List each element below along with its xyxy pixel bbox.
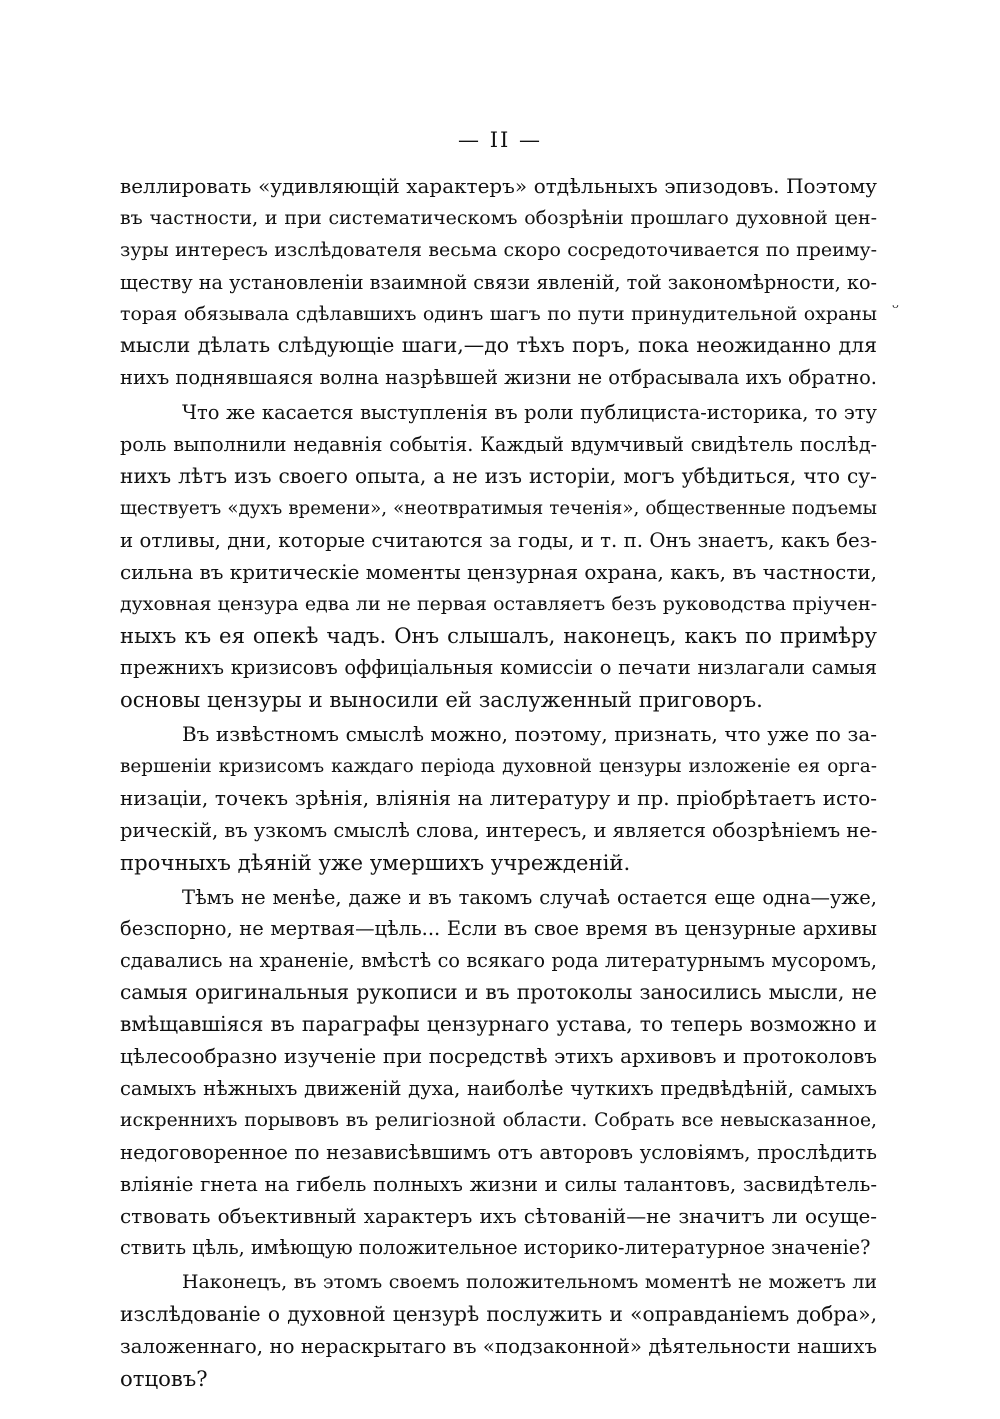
text-line: прежнихъ кризисовъ оффиціальныя комиссіи о печати низлагали самыя bbox=[120, 656, 877, 680]
text-line: Наконецъ, въ этомъ своемъ положительномъ моментѣ не можетъ ли bbox=[182, 1271, 877, 1294]
text-line: ществуетъ «духъ времени», «неотвратимыя теченія», общественные подъемы bbox=[120, 497, 877, 519]
text-line: отцовъ? bbox=[120, 1365, 208, 1391]
text-line: рическій, въ узкомъ смыслѣ слова, интересъ, и является обозрѣніемъ не- bbox=[120, 818, 878, 842]
text-line: ствовать объективный характеръ ихъ сѣтованій—не значитъ ли осуще- bbox=[120, 1203, 877, 1228]
text-line: ныхъ къ ея опекѣ чадъ. Онъ слышалъ, наконецъ, какъ по примѣру bbox=[120, 623, 877, 649]
margin-pencil-mark: ᵕ bbox=[892, 298, 899, 319]
text-line: вершеніи кризисомъ каждаго періода духовной цензуры изложеніе ея орга- bbox=[120, 756, 877, 778]
body-text bbox=[120, 171, 877, 1395]
text-line: мысли дѣлать слѣдующіе шаги,—до тѣхъ поръ, пока неожиданно для bbox=[120, 333, 877, 358]
text-line: вліяніе гнета на гибель полныхъ жизни и силы талантовъ, засвидѣтель- bbox=[120, 1172, 877, 1196]
text-line: зуры интересъ изслѣдователя весьма скоро сосредоточивается по преиму- bbox=[120, 238, 877, 261]
text-line: нихъ поднявшаяся волна назрѣвшей жизни не отбрасывала ихъ обратно. bbox=[120, 366, 877, 390]
text-line: ствить цѣль, имѣющую положительное историко-литературное значеніе? bbox=[120, 1236, 871, 1260]
text-line: искреннихъ порывовъ въ религіозной области. Собрать все невысказанное, bbox=[120, 1109, 877, 1131]
paragraph bbox=[120, 719, 877, 878]
text-line: сдавались на храненіе, вмѣстѣ со всякаго рода литературнымъ мусоромъ, bbox=[120, 949, 877, 973]
text-line: заложеннаго, но нераскрытаго въ «подзаконной» дѣятельности нашихъ bbox=[120, 1335, 877, 1359]
paragraph bbox=[120, 882, 877, 1265]
text-line: основы цензуры и выносили ей заслуженный приговоръ. bbox=[120, 687, 763, 713]
text-line: самыя оригинальныя рукописи и въ протоколы заносились мысли, не bbox=[120, 980, 877, 1005]
paragraph bbox=[120, 397, 877, 716]
paragraph bbox=[120, 171, 877, 394]
text-line: роль выполнили недавнія событія. Каждый вдумчивый свидѣтель послѣд- bbox=[120, 433, 877, 457]
text-line: и отливы, дни, которые считаются за годы, и т. п. Онъ знаетъ, какъ без- bbox=[120, 528, 877, 552]
text-line: торая обязывала сдѣлавшихъ одинъ шагъ по пути принудительной охраны bbox=[120, 302, 877, 325]
text-line: ществу на установленіи взаимной связи явленій, той закономѣрности, ко- bbox=[120, 270, 878, 294]
text-line: низаціи, точекъ зрѣнія, вліянія на литературу и пр. пріобрѣтаетъ исто- bbox=[120, 785, 877, 810]
text-line: духовная цензура едва ли не первая оставляетъ безъ руководства пріучен- bbox=[120, 592, 877, 615]
text-line: цѣлесообразно изученіе при посредствѣ этихъ архивовъ и протоколовъ bbox=[120, 1044, 877, 1069]
text-line: недоговоренное по независѣвшимъ отъ авторовъ условіямъ, прослѣдить bbox=[120, 1140, 877, 1164]
text-line: веллировать «удивляющій характеръ» отдѣльныхъ эпизодовъ. Поэтому bbox=[120, 174, 877, 198]
text-line: Что же касается выступленія въ роли публициста-историка, то эту bbox=[182, 401, 877, 425]
text-line: самыхъ нѣжныхъ движеній духа, наиболѣе чуткихъ предвѣдѣній, самыхъ bbox=[120, 1076, 877, 1100]
text-line: нихъ лѣтъ изъ своего опыта, а не изъ исторіи, могъ убѣдиться, что су- bbox=[120, 464, 877, 489]
text-line: сильна въ критическіе моменты цензурная охрана, какъ, въ частности, bbox=[120, 559, 877, 584]
text-line: въ частности, и при систематическомъ обозрѣніи прошлаго духовной цен- bbox=[120, 206, 877, 229]
page-number-header: — II — bbox=[458, 128, 542, 152]
text-line: прочныхъ дѣяній уже умершихъ учрежденій. bbox=[120, 849, 631, 875]
text-line: Въ извѣстномъ смыслѣ можно, поэтому, признать, что уже по за- bbox=[182, 722, 877, 747]
paragraph bbox=[120, 1267, 877, 1395]
text-line: изслѣдованіе о духовной цензурѣ послужить и «оправданіемъ добра», bbox=[120, 1302, 877, 1327]
text-line: Тѣмъ не менѣе, даже и въ такомъ случаѣ остается еще одна—уже, bbox=[182, 885, 877, 909]
text-line: безспорно, не мертвая—цѣль... Если въ свое время въ цензурные архивы bbox=[120, 917, 877, 941]
text-line: вмѣщавшіяся въ параграфы цензурнаго устава, то теперь возможно и bbox=[120, 1012, 877, 1037]
